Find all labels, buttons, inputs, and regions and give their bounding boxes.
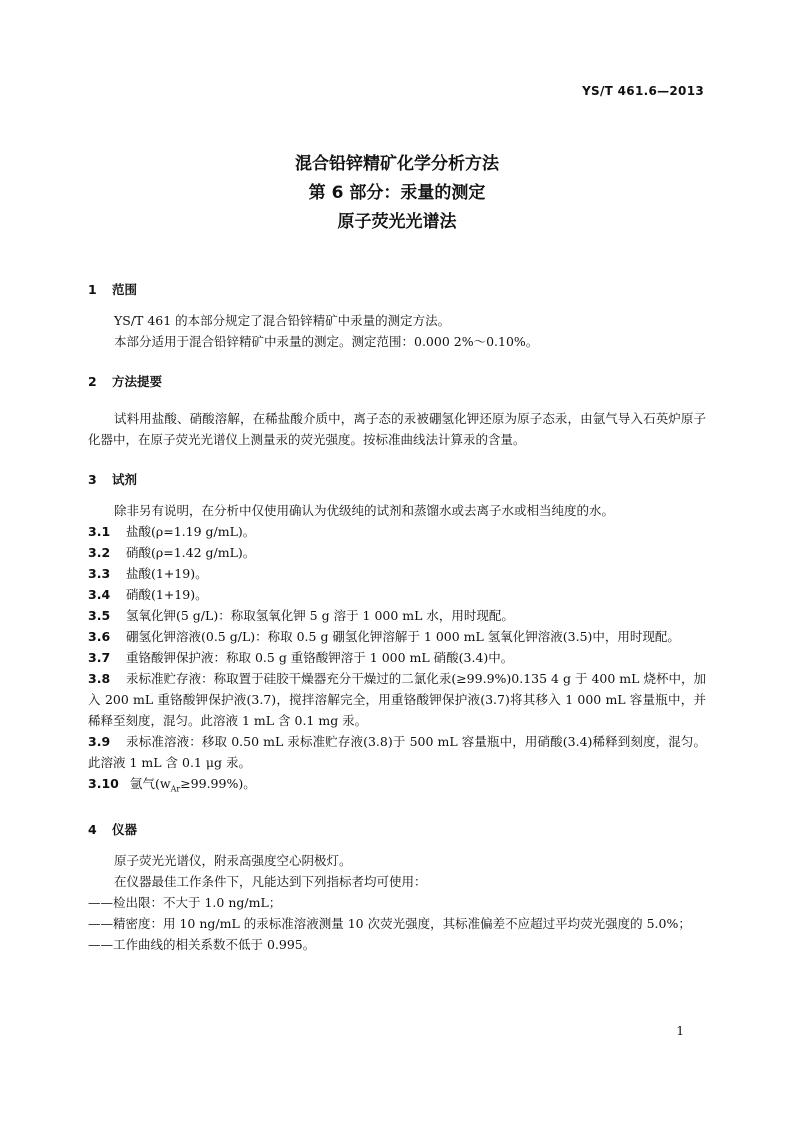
title-line-3: 原子荧光光谱法 (337, 212, 457, 232)
item-number: 3.5 (88, 608, 111, 623)
list-item (88, 542, 706, 563)
dash-marker: —— (88, 894, 113, 910)
section-1-heading (88, 278, 706, 302)
item-number: 3.8 (88, 671, 111, 686)
item-number: 3.6 (88, 629, 111, 644)
section-title: 方法提要 (112, 374, 163, 389)
item-text: 硝酸(1+19)。 (126, 587, 208, 602)
item-text: 汞标准溶液：移取 0.50 mL 汞标准贮存液(3.8)于 500 mL 容量瓶中，用硝酸(3.4)稀释到刻度，混匀。此溶液 1 mL 含 0.1 μg 汞。 (88, 734, 706, 770)
list-item (88, 584, 706, 605)
item-text: 硼氢化钾溶液(0.5 g/L)：称取 0.5 g 硼氢化钾溶解于 1 000 mL 氢氧化钾溶液(3.5)中，用时现配。 (126, 629, 680, 644)
section-2-heading (88, 370, 706, 394)
paragraph: 除非另有说明，在分析中仅使用确认为优级纯的试剂和蒸馏水或去离子水或相当纯度的水。 (114, 503, 615, 518)
section-3-heading (88, 468, 706, 492)
section-number: 4 (88, 821, 97, 837)
paragraph: 本部分适用于混合铅锌精矿中汞量的测定。测定范围：0.000 2%～0.10%。 (114, 334, 539, 349)
item-subscript: Ar (170, 784, 181, 794)
item-number: 3.7 (88, 650, 111, 665)
dash-list-item (88, 892, 706, 913)
item-number: 3.10 (88, 776, 119, 791)
paragraph: 在仪器最佳工作条件下，凡能达到下列指标者均可使用： (114, 873, 427, 889)
page-number: 1 (676, 1024, 684, 1038)
section-number: 1 (88, 282, 97, 297)
section-title: 范围 (112, 282, 138, 297)
title-line-2: 第 6 部分：汞量的测定 (308, 183, 486, 203)
section-title: 试剂 (112, 472, 138, 487)
item-text: 汞标准贮存液：称取置于硅胶干燥器充分干燥过的二氯化汞(≥99.9%)0.135 4 g 于 400 mL 烧杯中，加入 200 mL 重铬酸钾保护液(3.7)，搅拌溶解完全，用重铬酸钾保护液(3.7)将其移入 1 000 mL 容量瓶中，并稀释至刻度，混匀。此溶液 1 mL 含 0.1 mg 汞。 (88, 671, 706, 728)
title-line-1: 混合铅锌精矿化学分析方法 (295, 154, 499, 174)
item-text: 氩气(w (130, 776, 171, 791)
dash-list-item (88, 934, 706, 955)
list-item (88, 605, 706, 626)
item-number: 3.4 (88, 587, 111, 602)
paragraph: 原子荧光光谱仪，附汞高强度空心阴极灯。 (114, 852, 352, 868)
list-item (88, 563, 706, 584)
item-number: 3.3 (88, 566, 111, 581)
document-body (88, 278, 706, 955)
list-item (88, 626, 706, 647)
item-text: 重铬酸钾保护液：称取 0.5 g 重铬酸钾溶于 1 000 mL 硝酸(3.4)中。 (126, 650, 514, 665)
standard-code: YS/T 461.6—2013 (582, 84, 704, 98)
section-4-heading (88, 818, 706, 842)
list-item (88, 668, 706, 731)
item-text: 精密度：用 10 ng/mL 的汞标准溶液测量 10 次荧光强度，其标准偏差不应超过平均荧光强度的 5.0%； (113, 915, 691, 931)
item-text: 氢氧化钾(5 g/L)：称取氢氧化钾 5 g 溶于 1 000 mL 水，用时现配。 (126, 608, 514, 623)
item-text: ≥99.99%)。 (180, 776, 256, 791)
dash-marker: —— (88, 915, 113, 931)
item-text: 检出限：不大于 1.0 ng/mL； (113, 894, 282, 910)
paragraph: YS/T 461 的本部分规定了混合铅锌精矿中汞量的测定方法。 (114, 313, 451, 328)
list-item (88, 647, 706, 668)
item-number: 3.2 (88, 545, 111, 560)
item-text: 盐酸(ρ=1.19 g/mL)。 (126, 524, 256, 539)
section-number: 2 (88, 374, 97, 389)
item-text: 硝酸(ρ=1.42 g/mL)。 (126, 545, 256, 560)
paragraph: 试料用盐酸、硝酸溶解，在稀盐酸介质中，离子态的汞被硼氢化钾还原为原子态汞，由氩气导入石英炉原子化器中，在原子荧光光谱仪上测量汞的荧光强度。按标准曲线法计算汞的含量。 (88, 411, 706, 447)
item-text: 工作曲线的相关系数不低于 0.995。 (113, 936, 316, 952)
section-number: 3 (88, 472, 97, 487)
section-title: 仪器 (112, 821, 138, 837)
list-item (88, 731, 706, 773)
list-item (88, 521, 706, 542)
dash-marker: —— (88, 936, 113, 952)
item-number: 3.9 (88, 734, 111, 749)
list-item (88, 773, 706, 800)
item-number: 3.1 (88, 524, 111, 539)
dash-list-item (88, 913, 706, 934)
document-title (0, 150, 794, 237)
item-text: 盐酸(1+19)。 (126, 566, 208, 581)
